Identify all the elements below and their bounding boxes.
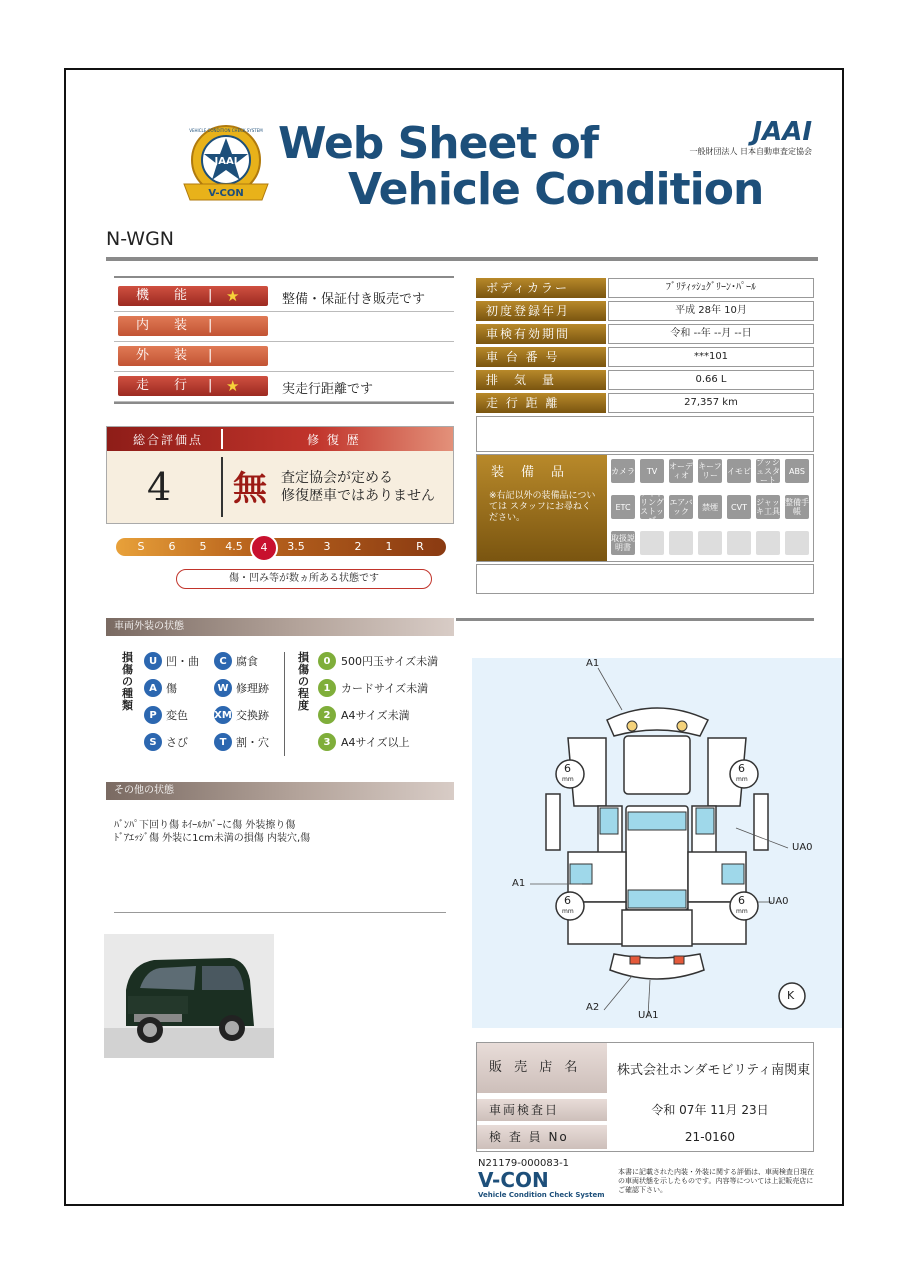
grade-mark: 3.5: [287, 540, 305, 553]
rating-rule: [114, 371, 454, 372]
store-label: 販 売 店 名: [477, 1043, 607, 1093]
exterior-title: 車両外装の状態: [106, 618, 454, 636]
degree-code: 0: [318, 652, 336, 670]
rating-label: 外 装: [136, 348, 194, 363]
repair-kanji: 無: [233, 469, 267, 509]
equipment-item: [669, 531, 693, 555]
damage-text: 割・穴: [236, 736, 269, 749]
rating-note: 整備・保証付き販売です: [282, 292, 426, 307]
jaai-org-name: 一般財団法人 日本自動車査定協会: [689, 147, 812, 156]
repair-text2: 修復歴車ではありません: [281, 488, 435, 504]
spec-value: 令和 --年 --月 --日: [608, 324, 814, 344]
equipment-panel: [476, 454, 814, 562]
equipment-item: [698, 531, 722, 555]
rating-label: 内 装: [136, 318, 194, 333]
equipment-item: キーフリー: [698, 459, 722, 483]
damage-degrees: [318, 652, 458, 762]
tire-rl-unit: mm: [562, 908, 574, 915]
rating-sep: |: [208, 288, 213, 303]
footer-brand: V-CON: [478, 1168, 549, 1192]
diagram-label-left: A1: [512, 878, 526, 889]
score-header-left: 総合評価点: [133, 433, 204, 447]
equipment-item: [640, 531, 664, 555]
tire-rr-unit: mm: [736, 908, 748, 915]
star-icon: ★: [226, 287, 240, 305]
damage-type: [144, 652, 199, 670]
equipment-item: CVT: [727, 495, 751, 519]
ratings-top-rule: [114, 276, 454, 278]
diagram-label-rear-bumper: UA1: [638, 1010, 659, 1021]
damage-code: T: [214, 733, 232, 751]
date-value: 令和 07年 11月 23日: [651, 1103, 769, 1117]
equipment-item: TV: [640, 459, 664, 483]
damage-text: 修理跡: [236, 682, 269, 695]
emblem-ring: VEHICLE CONDITION CHECK SYSTEM: [189, 128, 263, 133]
degree-code: 3: [318, 733, 336, 751]
equipment-item: プッシュスタート: [756, 457, 780, 485]
other-rule: [114, 912, 446, 913]
grade-mark: 1: [385, 540, 393, 553]
rating-sep: |: [208, 348, 213, 363]
damage-diagram: [472, 658, 842, 1028]
inspector-label: 検 査 員 No: [477, 1125, 607, 1149]
damage-code: S: [144, 733, 162, 751]
grade-mark: 6: [168, 540, 176, 553]
spec-label: 排 気 量: [476, 370, 606, 390]
spec-value: ***101: [608, 347, 814, 367]
repair-text1: 査定協会が定める: [281, 470, 393, 486]
degree-text: A4サイズ未満: [341, 709, 410, 722]
damage-degree: [318, 679, 428, 697]
jaai-logo: JAAI: [752, 117, 812, 147]
diagram-label-right-lower: UA0: [768, 896, 789, 907]
spec-label: 車検有効期間: [476, 324, 606, 344]
rating-sep: |: [208, 318, 213, 333]
degree-text: 500円玉サイズ未満: [341, 655, 439, 668]
score-header-sep: [221, 429, 223, 449]
other-line2: ﾄﾞｱｴｯｼﾞ傷 外装に1cm未満の損傷 内装穴,傷: [114, 833, 311, 844]
equipment-item: 整備手帳: [785, 495, 809, 519]
date-label: 車両検査日: [477, 1099, 607, 1121]
rating-rule: [114, 341, 454, 342]
tire-fl: 6: [564, 762, 571, 775]
grade-mark: 5: [199, 540, 207, 553]
damage-code: C: [214, 652, 232, 670]
damage-code: W: [214, 679, 232, 697]
equipment-empty-row: [476, 564, 814, 594]
footer-brand-sub: Vehicle Condition Check System: [478, 1191, 605, 1199]
damage-text: さび: [166, 736, 188, 749]
grade-mark: 4: [250, 534, 278, 562]
rating-sep: |: [208, 378, 213, 393]
damage-type: [214, 652, 258, 670]
spec-label: 走 行 距 離: [476, 393, 606, 413]
degree-code: 2: [318, 706, 336, 724]
equipment-item: 取扱説明書: [611, 531, 635, 555]
damage-text: 腐食: [236, 655, 258, 668]
spec-value: 27,357 km: [608, 393, 814, 413]
damage-code: U: [144, 652, 162, 670]
tire-rl: 6: [564, 894, 571, 907]
damage-type: [144, 706, 188, 724]
specs-empty-row: [476, 416, 814, 452]
spec-label: ボディカラー: [476, 278, 606, 298]
degree-text: A4サイズ以上: [341, 736, 410, 749]
footer-note: 本書に記載された内装・外装に関する評価は、車両検査日現在の車両状態を示したものです。内容等については上記販売店にご確認下さい。: [618, 1168, 814, 1194]
damage-code: A: [144, 679, 162, 697]
damage-type: [144, 679, 177, 697]
damage-types: [144, 652, 294, 762]
score-header-right: 修 復 歴: [307, 433, 361, 447]
spec-value: 平成 28年 10月: [608, 301, 814, 321]
tire-rr: 6: [738, 894, 745, 907]
title-line1: Web Sheet of: [278, 118, 599, 169]
grade-mark: 3: [323, 540, 331, 553]
degree-text: カードサイズ未満: [341, 682, 429, 695]
rating-label: 走 行: [136, 378, 194, 393]
star-icon: ★: [226, 377, 240, 395]
emblem-ribbon: V-CON: [208, 188, 244, 199]
equipment-note: ※右記以外の装備品については スタッフにお尋ねください。: [489, 491, 596, 523]
damage-type: [214, 706, 269, 724]
diagram-label-front: A1: [586, 658, 600, 669]
equipment-item: ジャッキ工具: [756, 495, 780, 519]
footer-code: N21179-000083-1: [478, 1158, 570, 1169]
damage-code: P: [144, 706, 162, 724]
rating-note: 実走行距離です: [282, 382, 374, 397]
equipment-item: カメラ: [611, 459, 635, 483]
score-value: 4: [147, 465, 172, 509]
equipment-item: [727, 531, 751, 555]
degree-code: 1: [318, 679, 336, 697]
car-outline-icon: [472, 658, 842, 1028]
equipment-item: [756, 531, 780, 555]
equipment-item: イモビ: [727, 459, 751, 483]
grade-mark: 4.5: [225, 540, 243, 553]
types-label: 損傷の種類: [122, 651, 133, 712]
grade-note: 傷・凹み等が数ヵ所ある状態です: [176, 569, 432, 589]
equipment-item: 禁煙: [698, 495, 722, 519]
grade-mark: 2: [354, 540, 362, 553]
grade-mark: R: [416, 540, 424, 553]
equipment-item: ETC: [611, 495, 635, 519]
dealer-box: [476, 1042, 814, 1152]
legend-divider: [284, 652, 285, 756]
rating-rule: [114, 311, 454, 312]
tire-fr-unit: mm: [736, 776, 748, 783]
equipment-item: ABS: [785, 459, 809, 483]
tire-fl-unit: mm: [562, 776, 574, 783]
spec-label: 初度登録年月: [476, 301, 606, 321]
damage-degree: [318, 706, 410, 724]
equipment-item: エアバック: [669, 495, 693, 519]
degree-label: 損傷の程度: [298, 651, 309, 712]
vcon-emblem-icon: [176, 122, 276, 212]
damage-text: 変色: [166, 709, 188, 722]
spec-value: ﾌﾞﾘﾃｨｯｼｭｸﾞﾘｰﾝ･ﾊﾟｰﾙ: [608, 278, 814, 298]
other-line1: ﾊﾞﾝﾊﾟ下回り傷 ﾎｲｰﾙｶﾊﾞｰに傷 外装擦り傷: [114, 820, 296, 831]
spec-label: 車 台 番 号: [476, 347, 606, 367]
k-mark: K: [787, 989, 795, 1002]
damage-text: 傷: [166, 682, 177, 695]
equipment-item: オーディオ: [669, 459, 693, 483]
car-photo-icon: [104, 934, 274, 1058]
other-title: その他の状態: [106, 782, 454, 800]
equipment-item: [785, 531, 809, 555]
damage-text: 凹・曲: [166, 655, 199, 668]
rating-label-bg: [118, 316, 268, 336]
rating-label-bg: [118, 346, 268, 366]
store-value: 株式会社ホンダモビリティ南関東: [617, 1063, 811, 1078]
damage-type: [214, 679, 269, 697]
diagram-label-right-upper: UA0: [792, 842, 813, 853]
diagram-label-rear: A2: [586, 1002, 600, 1013]
score-panel: [106, 426, 454, 524]
title-line2: Vehicle Condition: [348, 164, 764, 215]
tire-fr: 6: [738, 762, 745, 775]
damage-type: [144, 733, 188, 751]
score-body-sep: [221, 457, 223, 517]
title-divider: [106, 257, 818, 261]
grade-mark: S: [137, 540, 145, 553]
emblem-center: JAAI: [214, 156, 238, 167]
model-name: N-WGN: [106, 228, 175, 250]
exterior-rule-right: [456, 618, 814, 621]
damage-degree: [318, 652, 438, 670]
rating-label: 機 能: [136, 288, 194, 303]
spec-value: 0.66 L: [608, 370, 814, 390]
inspector-value: 21-0160: [684, 1130, 736, 1144]
damage-degree: [318, 733, 410, 751]
damage-type: [214, 733, 269, 751]
damage-code: XM: [214, 706, 232, 724]
equipment-label: 装 備 品: [491, 465, 567, 480]
grade-scale: [116, 538, 446, 556]
rating-label-bg: [118, 286, 268, 306]
vehicle-condition-sheet: [64, 68, 844, 1206]
damage-text: 交換跡: [236, 709, 269, 722]
rating-label-bg: [118, 376, 268, 396]
equipment-item: アイドリングストップ: [640, 489, 664, 525]
ratings-bottom-rule: [114, 402, 454, 404]
